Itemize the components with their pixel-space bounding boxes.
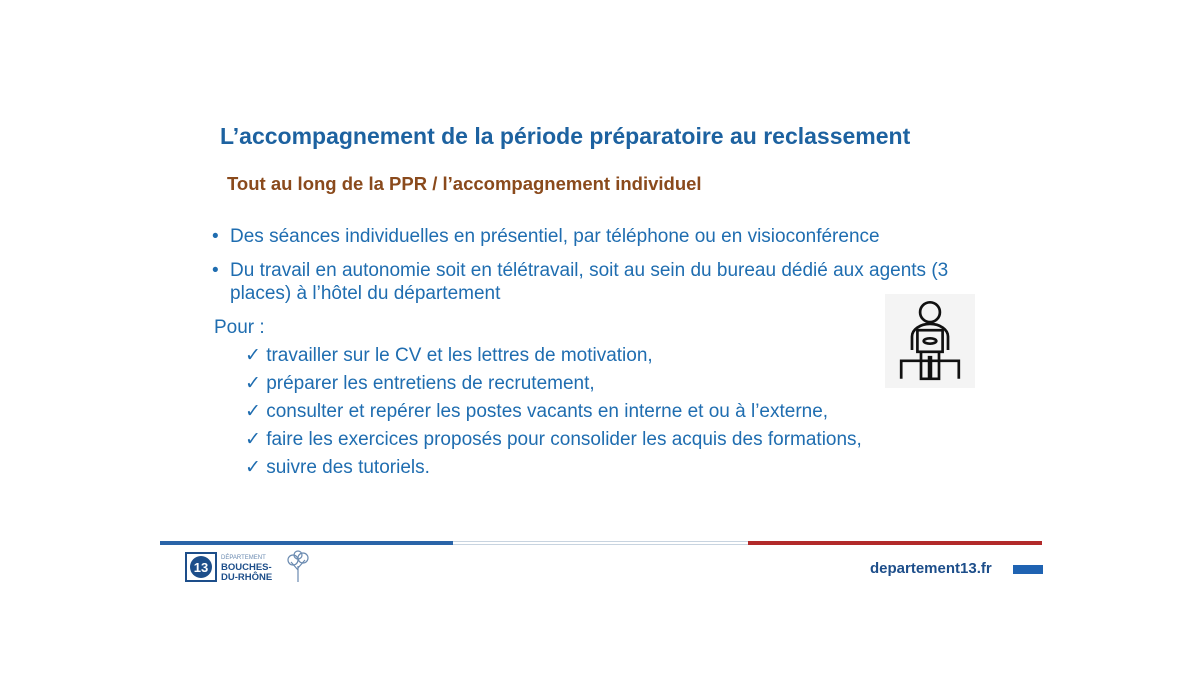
pour-label: Pour :	[214, 317, 265, 338]
person-laptop-icon	[885, 294, 975, 388]
check-text: faire les exercices proposés pour consolider les acquis des formations,	[266, 429, 862, 450]
check-icon: ✓	[245, 345, 261, 366]
slide-subtitle: Tout au long de la PPR / l’accompagnement individuel	[227, 173, 702, 194]
slide-title: L’accompagnement de la période préparatoire au reclassement	[220, 123, 911, 149]
bullet-text: Du travail en autonomie soit en télétravail, soit au sein du bureau dédié aux agents (3 places) à l’hôtel du département	[230, 260, 949, 304]
check-text: consulter et repérer les postes vacants en interne et ou à l’externe,	[266, 401, 829, 422]
check-item	[245, 400, 828, 423]
check-text: suivre des tutoriels.	[266, 457, 430, 478]
check-icon: ✓	[245, 373, 261, 394]
band-red	[748, 541, 1042, 545]
svg-text:DÉPARTEMENT: DÉPARTEMENT	[221, 555, 266, 561]
bullet-item	[212, 259, 972, 305]
check-text: travailler sur le CV et les lettres de motivation,	[266, 345, 653, 366]
svg-text:DU-RHÔNE: DU-RHÔNE	[221, 572, 273, 583]
site-accent-bar	[1013, 565, 1043, 574]
bullet-icon: •	[212, 260, 219, 281]
check-text: préparer les entretiens de recrutement,	[266, 373, 595, 394]
bullet-item	[212, 225, 992, 248]
check-icon: ✓	[245, 429, 261, 450]
check-item	[245, 456, 430, 479]
check-item	[245, 428, 862, 451]
bullet-icon: •	[212, 226, 219, 247]
website-link[interactable]: departement13.fr	[870, 560, 992, 577]
check-icon: ✓	[245, 457, 261, 478]
svg-text:BOUCHES-: BOUCHES-	[221, 562, 272, 573]
check-item	[245, 372, 595, 395]
svg-text:13: 13	[193, 560, 209, 575]
band-blue	[160, 541, 453, 545]
band-white	[453, 541, 748, 545]
check-icon: ✓	[245, 401, 261, 422]
check-item	[245, 344, 653, 367]
bouches-du-rhone-logo	[183, 550, 318, 584]
bullet-text: Des séances individuelles en présentiel, par téléphone ou en visioconférence	[230, 226, 880, 247]
